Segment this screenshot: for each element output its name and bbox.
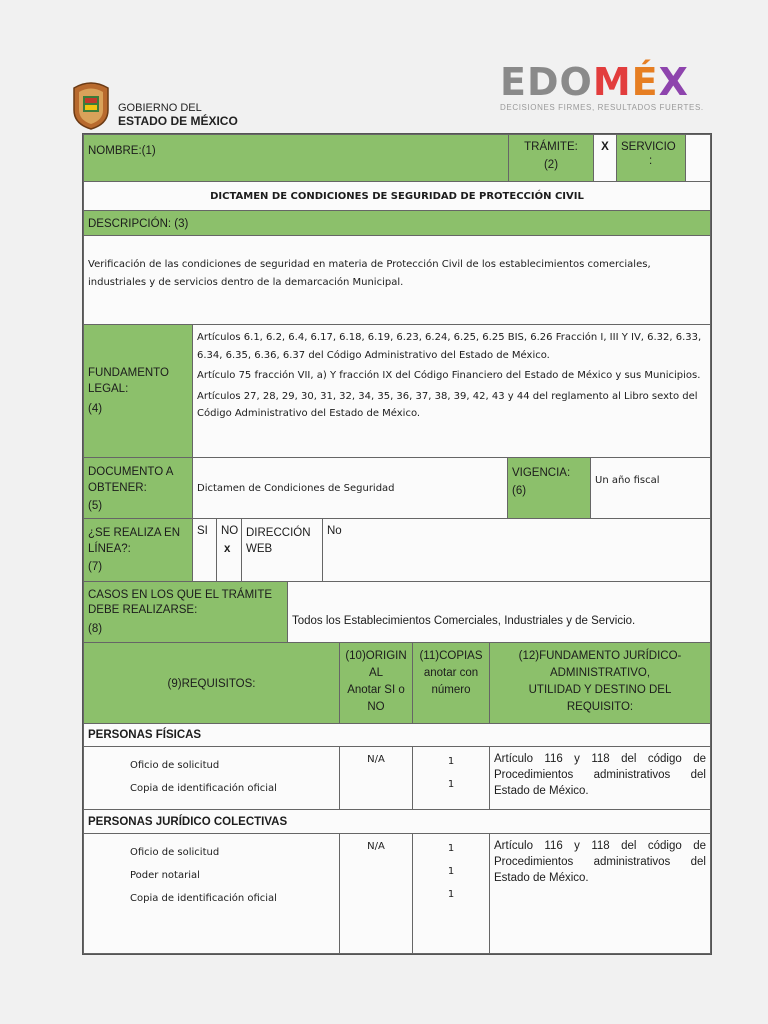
fisicas-title: PERSONAS FÍSICAS [88,729,202,741]
colectivas-fundamento-cell [489,833,711,954]
tramite-label: TRÁMITE: [524,141,578,153]
colectivas-copy: 1 [447,843,455,854]
colectivas-item: Copia de identificación oficial [130,893,277,904]
colectivas-copy: 1 [447,889,455,900]
fisicas-items-cell [83,746,340,810]
descripcion-header [83,210,711,236]
fundamento-label-3: (4) [88,403,103,415]
colectivas-items-cell [83,833,340,954]
casos-label-2: DEBE REALIZARSE: [88,604,198,616]
colectivas-item: Oficio de solicitud [130,847,220,858]
fundamento-p1: Artículos 6.1, 6.2, 6.4, 6.17, 6.18, 6.19, 6.23, 6.24, 6.25, 6.25 BIS, 6.26 Fracción I, III Y IV, 6.32, 6.33, 6.34, 6.35, 6.36, 6.37 del Código Administrativo del Estado de México. [197,332,702,361]
casos-label-3: (8) [88,623,103,635]
linea-no-mark: x [224,543,231,555]
documento-label-cell [83,457,193,519]
documento-label-2: OBTENER: [88,482,147,494]
req-header-11-l3: número [431,684,471,696]
req-header-11-l2: anotar con [423,667,479,679]
linea-label-3: (7) [88,561,103,573]
descripcion-body [83,235,711,325]
government-name [118,102,238,128]
tramite-check-cell [593,134,617,182]
req-header-10-l2: AL [368,667,384,679]
document-title: DICTAMEN DE CONDICIONES DE SEGURIDAD DE PROTECCIÓN CIVIL [210,191,584,202]
servicio-check-cell [685,134,711,182]
colectivas-original: N/A [367,841,385,852]
vigencia-label: VIGENCIA: [512,467,571,479]
fisicas-copy: 1 [447,756,455,767]
fundamento-body [192,324,711,458]
direccion-web-1: DIRECCIÓN [246,527,311,539]
req-header-12-l3: UTILIDAD Y DESTINO DEL [528,684,672,696]
fundamento-label-cell [83,324,193,458]
direccion-value: No [327,525,342,537]
req-header-10-l3: Anotar SI o [347,684,405,696]
tramite-number: (2) [543,159,559,171]
title-cell [83,181,711,211]
servicio-colon: : [649,155,653,167]
linea-label-cell [83,518,193,582]
nombre-cell [83,134,509,182]
tramite-cell [508,134,594,182]
fisicas-fundamento-cell [489,746,711,810]
fisicas-item: Oficio de solicitud [130,760,220,771]
linea-label-2: LÍNEA?: [88,543,131,555]
casos-value-cell [287,581,711,643]
fisicas-copy: 1 [447,779,455,790]
documento-value-cell [192,457,508,519]
servicio-cell [616,134,686,182]
gov-line1: GOBIERNO DEL [118,102,202,114]
fundamento-label-2: LEGAL: [88,383,129,395]
vigencia-number: (6) [512,485,527,497]
casos-label-1: CASOS EN LOS QUE EL TRÁMITE [88,589,273,601]
colectivas-item: Poder notarial [130,870,200,881]
casos-label-cell [83,581,288,643]
servicio-label: SERVICIO [621,141,676,153]
req-header-10-l4: NO [367,701,385,713]
nombre-label: NOMBRE:(1) [88,145,156,157]
vigencia-label-cell [507,457,591,519]
gov-line2: ESTADO DE MÉXICO [118,114,238,128]
fisicas-original-cell [339,746,413,810]
tramite-mark: X [601,141,609,153]
documento-value: Dictamen de Condiciones de Seguridad [197,483,395,494]
direccion-web-2: WEB [246,543,273,555]
linea-si: SI [197,525,208,537]
edomex-logo [500,62,726,116]
direccion-value-cell [322,518,711,582]
fisicas-item: Copia de identificación oficial [130,783,277,794]
colectivas-title: PERSONAS JURÍDICO COLECTIVAS [88,816,288,828]
req-header-12-l2: ADMINISTRATIVO, [549,667,651,679]
colectivas-fundamento: Artículo 116 y 118 del código de Procedimientos administrativos del Estado de México. [494,840,706,884]
linea-label-1: ¿SE REALIZA EN [88,527,181,539]
state-seal-icon [70,80,112,130]
fisicas-fundamento: Artículo 116 y 118 del código de Procedimientos administrativos del Estado de México. [494,753,706,797]
fundamento-label-1: FUNDAMENTO [88,367,169,379]
req-header-9 [83,642,340,724]
req-header-10-l1: (10)ORIGIN [345,650,407,662]
colectivas-original-cell [339,833,413,954]
form-table [82,133,712,955]
vigencia-value: Un año fiscal [595,475,660,486]
req-header-11-l1: (11)COPIAS [419,650,483,662]
colectivas-copy: 1 [447,866,455,877]
req-header-9-label: (9)REQUISITOS: [167,678,256,690]
req-header-12 [489,642,711,724]
colectivas-title-cell [83,809,711,834]
descripcion-label: DESCRIPCIÓN: (3) [88,218,189,230]
documento-label-3: (5) [88,500,103,512]
linea-si-cell [192,518,217,582]
descripcion-text: Verificación de las condiciones de seguridad en materia de Protección Civil de los establecimientos comerciales, industriales y de servicios dentro de la demarcación Municipal. [88,259,651,288]
linea-no-cell [216,518,242,582]
logo-tagline: DECISIONES FIRMES, RESULTADOS FUERTES. [500,103,704,112]
casos-value: Todos los Establecimientos Comerciales, Industriales y de Servicio. [292,615,636,627]
direccion-web-cell [241,518,323,582]
req-header-10 [339,642,413,724]
fisicas-title-cell [83,723,711,747]
req-header-11 [412,642,490,724]
fundamento-p3: Artículos 27, 28, 29, 30, 31, 32, 34, 35, 36, 37, 38, 39, 42, 43 y 44 del reglamento al Libro sexto del Código Administrativo del Estado de México. [197,390,698,419]
fisicas-copies-cell [412,746,490,810]
req-header-12-l4: REQUISITO: [566,701,634,713]
colectivas-copies-cell [412,833,490,954]
linea-no: NO [221,525,239,537]
documento-label-1: DOCUMENTO A [88,466,174,478]
fisicas-original: N/A [367,754,385,765]
logo-wordmark: EDOMÉX [500,60,689,104]
vigencia-value-cell [590,457,711,519]
req-header-12-l1: (12)FUNDAMENTO JURÍDICO- [518,650,682,662]
fundamento-p2: Artículo 75 fracción VII, a) Y fracción IX del Código Financiero del Estado de México y sus Municipios. [197,370,701,381]
